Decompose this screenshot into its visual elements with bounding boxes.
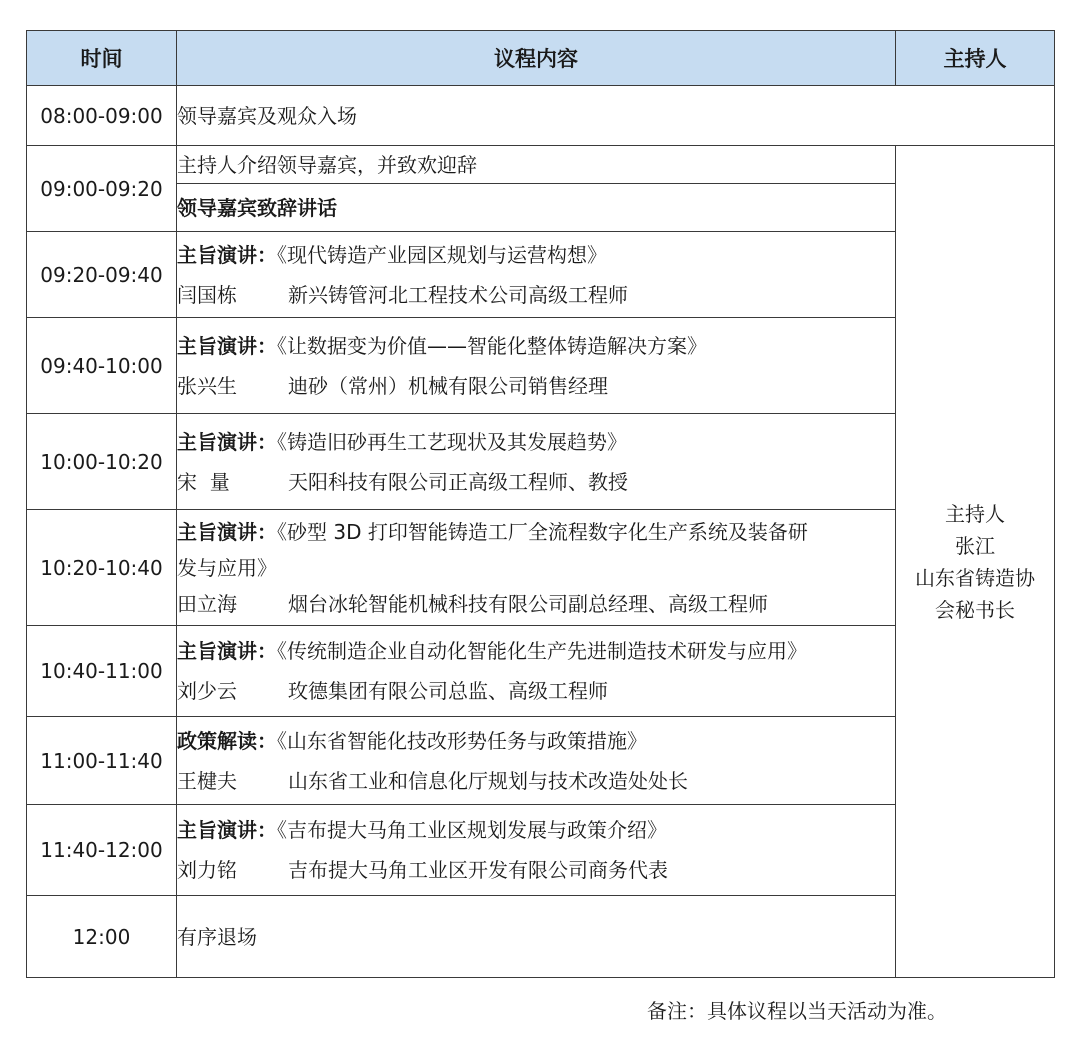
- session-label: 主旨演讲：: [177, 333, 277, 358]
- time-cell: 09:20-09:40: [27, 232, 177, 318]
- time-cell: 11:00-11:40: [27, 717, 177, 805]
- session-title: 《山东省智能化技改形势任务与政策措施》: [277, 728, 647, 753]
- speaker-org: 天阳科技有限公司正高级工程师、教授: [288, 469, 628, 494]
- header-time: 时间: [27, 31, 177, 86]
- speaker-org: 山东省工业和信息化厅规划与技术改造处处长: [288, 768, 688, 793]
- content-cell: [177, 717, 896, 805]
- table-row: [27, 146, 1055, 184]
- session-title: 《铸造旧砂再生工艺现状及其发展趋势》: [277, 429, 627, 454]
- time-cell: 09:40-10:00: [27, 318, 177, 414]
- header-content: 议程内容: [177, 31, 896, 86]
- content-cell: [177, 232, 896, 318]
- session-title: 《现代铸造产业园区规划与运营构想》: [277, 242, 607, 267]
- time-cell: 09:00-09:20: [27, 146, 177, 232]
- time-cell: 10:20-10:40: [27, 510, 177, 626]
- speaker-org: 烟台冰轮智能机械科技有限公司副总经理、高级工程师: [288, 591, 768, 616]
- speaker-name: 刘少云: [177, 679, 237, 703]
- agenda-table: [26, 30, 1055, 978]
- content-cell: 有序退场: [177, 896, 896, 978]
- session-title: 《砂型 3D 打印智能铸造工厂全流程数字化生产系统及装备研: [277, 519, 808, 544]
- session-title: 《吉布提大马角工业区规划发展与政策介绍》: [277, 818, 667, 842]
- speaker-org: 新兴铸管河北工程技术公司高级工程师: [288, 282, 628, 307]
- host-position: 会秘书长: [935, 597, 1015, 622]
- session-label: 主旨演讲：: [177, 429, 277, 454]
- session-title-continued: 发与应用》: [177, 555, 277, 580]
- speaker-name: 王楗夫: [177, 768, 237, 793]
- content-cell: [177, 510, 896, 626]
- time-cell: 10:00-10:20: [27, 414, 177, 510]
- session-label: 主旨演讲：: [177, 818, 277, 842]
- session-title: 《传统制造企业自动化智能化生产先进制造技术研发与应用》: [277, 639, 807, 663]
- time-cell: 12:00: [27, 896, 177, 978]
- header-row: [27, 31, 1055, 86]
- session-label: 政策解读：: [177, 728, 277, 753]
- header-host: 主持人: [896, 31, 1055, 86]
- speaker-name: 田立海: [177, 591, 237, 616]
- content-cell: [177, 805, 896, 896]
- session-title: 《让数据变为价值——智能化整体铸造解决方案》: [277, 333, 707, 358]
- speaker-org: 迪砂（常州）机械有限公司销售经理: [288, 373, 608, 398]
- content-cell: [177, 318, 896, 414]
- speaker-name: 闫国栋: [177, 282, 237, 307]
- footnote: 备注：具体议程以当天活动为准。: [647, 999, 947, 1023]
- session-label: 主旨演讲：: [177, 242, 277, 267]
- session-label: 主旨演讲：: [177, 639, 277, 663]
- speaker-name: 刘力铭: [177, 858, 237, 882]
- content-cell: 领导嘉宾致辞讲话: [177, 184, 896, 232]
- table-row: [27, 86, 1055, 146]
- speaker-org: 玫德集团有限公司总监、高级工程师: [288, 679, 608, 703]
- content-cell: [177, 414, 896, 510]
- speaker-org: 吉布提大马角工业区开发有限公司商务代表: [288, 858, 668, 882]
- speaker-name: 宋 量: [177, 469, 230, 494]
- time-cell: 08:00-09:00: [27, 86, 177, 146]
- content-cell: [177, 626, 896, 717]
- session-label: 主旨演讲：: [177, 519, 277, 544]
- time-cell: 11:40-12:00: [27, 805, 177, 896]
- host-org: 山东省铸造协: [915, 565, 1035, 590]
- time-cell: 10:40-11:00: [27, 626, 177, 717]
- content-cell: 主持人介绍领导嘉宾，并致欢迎辞: [177, 146, 896, 184]
- host-name: 张江: [955, 533, 995, 558]
- host-title: 主持人: [945, 501, 1005, 526]
- speaker-name: 张兴生: [177, 373, 237, 398]
- host-cell: [896, 146, 1055, 978]
- content-cell: 领导嘉宾及观众入场: [177, 86, 1055, 146]
